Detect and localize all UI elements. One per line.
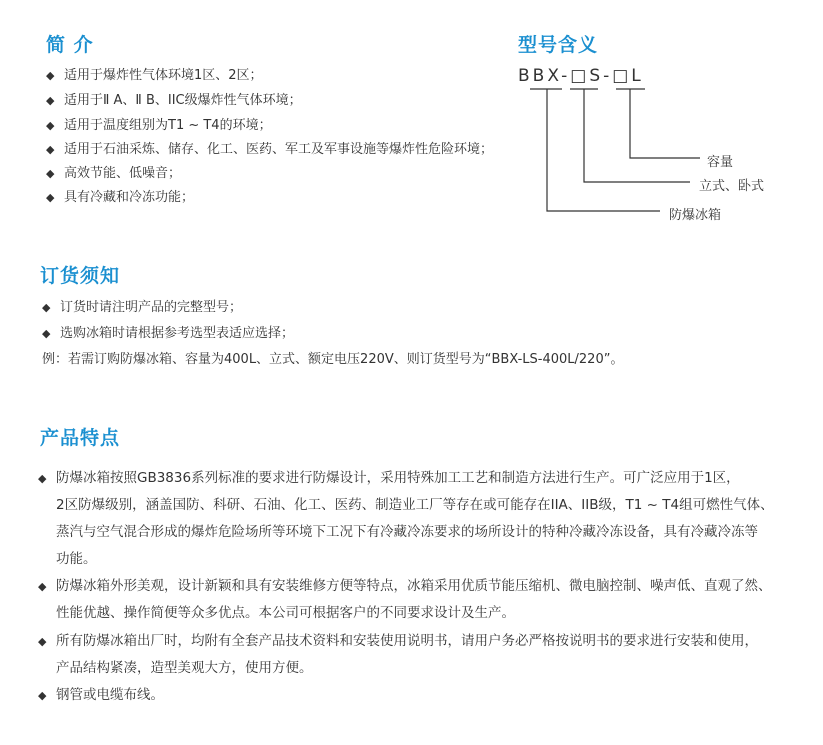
- bullet-icon: ◆: [46, 119, 55, 132]
- bullet-icon: ◆: [42, 301, 51, 314]
- bullet-icon: ◆: [46, 191, 55, 204]
- bullet-icon: ◆: [46, 167, 55, 180]
- intro-item: ◆ 高效节能、低噪音；: [46, 166, 182, 181]
- feature-line: ◆ 防爆冰箱外形美观，设计新颖和具有安装维修方便等特点，冰箱采用优质节能压缩机、微电脑控制、噪声低、直观了然、: [38, 578, 772, 594]
- model-code: BBX-□S-□L: [518, 66, 644, 86]
- bullet-icon: ◆: [42, 327, 51, 340]
- ordering-example: 例：若需订购防爆冰箱、容量为400L、立式、额定电压220V、则订货型号为“BBX-LS-400L/220”。: [42, 352, 624, 367]
- bullet-icon: ◆: [38, 580, 47, 593]
- bullet-icon: ◆: [46, 143, 55, 156]
- feature-line: 2区防爆级别，涵盖国防、科研、石油、化工、医药、制造业工厂等存在或可能存在IIA、IIB级，T1 ~ T4组可燃性气体、: [56, 497, 774, 513]
- feature-line: ◆ 所有防爆冰箱出厂时，均附有全套产品技术资料和安装使用说明书，请用户务必严格按说明书的要求进行安装和使用，: [38, 633, 758, 649]
- bullet-icon: ◆: [38, 472, 47, 485]
- bullet-icon: ◆: [46, 69, 55, 82]
- feature-line: 性能优越、操作简便等众多优点。本公司可根据客户的不同要求设计及生产。: [56, 605, 515, 621]
- bullet-icon: ◆: [46, 94, 55, 107]
- bullet-icon: ◆: [38, 689, 47, 702]
- intro-title: 简 介: [46, 34, 94, 56]
- model-label-product: 防爆冰箱: [669, 208, 722, 223]
- model-label-capacity: 容量: [707, 155, 734, 170]
- intro-item: ◆ 适用于爆炸性气体环境1区、2区；: [46, 68, 263, 83]
- ordering-title: 订货须知: [40, 265, 121, 287]
- intro-item: ◆ 具有冷藏和冷冻功能；: [46, 190, 195, 205]
- feature-line: 蒸汽与空气混合形成的爆炸危险场所等环境下工况下有冷藏冷冻要求的场所设计的特种冷藏冷冻设备，具有冷藏冷冻等: [56, 524, 758, 540]
- model-title: 型号含义: [518, 34, 599, 56]
- intro-item: ◆ 适用于Ⅱ A、Ⅱ B、IIC级爆炸性气体环境；: [46, 93, 302, 108]
- intro-item: ◆ 适用于温度组别为T1 ~ T4的环境；: [46, 118, 272, 133]
- bullet-icon: ◆: [38, 635, 47, 648]
- feature-line: ◆ 防爆冰箱按照GB3836系列标准的要求进行防爆设计，采用特殊加工工艺和制造方法进行生产。可广泛应用于1区，: [38, 470, 740, 486]
- intro-item: ◆ 适用于石油采炼、储存、化工、医药、军工及军事设施等爆炸性危险环境；: [46, 142, 494, 157]
- feature-line: 功能。: [56, 551, 97, 567]
- diagram-branch-s: [584, 89, 690, 182]
- feature-line: ◆ 钢管或电缆布线。: [38, 687, 164, 703]
- features-title: 产品特点: [40, 427, 121, 449]
- diagram-branch-l: [630, 89, 700, 158]
- feature-line: 产品结构紧凑，造型美观大方，使用方便。: [56, 660, 313, 676]
- diagram-branch-bbx: [547, 89, 660, 211]
- model-label-orientation: 立式、卧式: [699, 179, 765, 194]
- ordering-item: ◆ 订货时请注明产品的完整型号；: [42, 300, 243, 315]
- ordering-item: ◆ 选购冰箱时请根据参考选型表适应选择；: [42, 326, 295, 341]
